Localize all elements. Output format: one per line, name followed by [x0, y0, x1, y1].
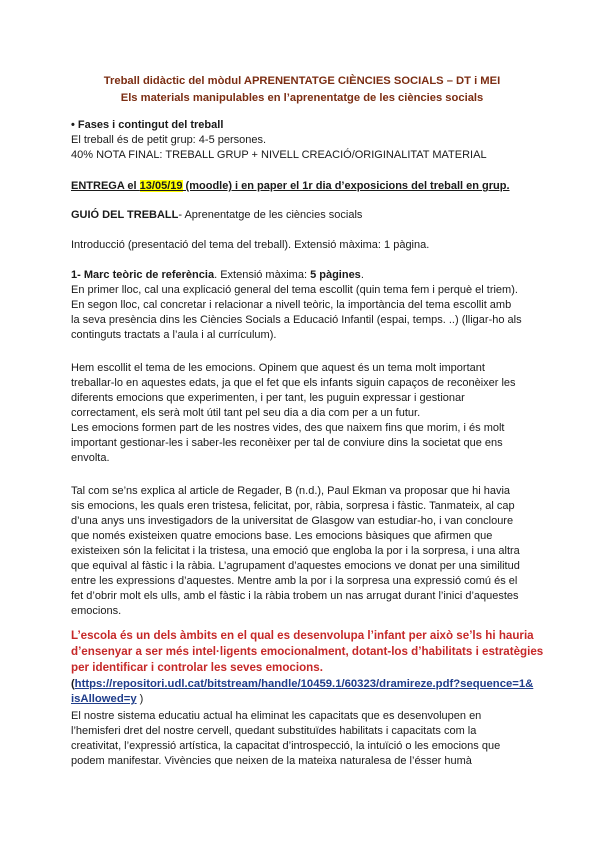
paragraph-line: Hem escollit el tema de les emocions. Opinem que aquest és un tema molt important: [71, 362, 485, 374]
marc-heading-end: .: [360, 269, 364, 281]
paragraph-line: emocions.: [71, 605, 122, 617]
intro-text: Introducció (presentació del tema del treball). Extensió màxima: 1 pàgina.: [71, 239, 430, 251]
paragraph-line: fet d’obrir molt els ulls, amb el fàstic i la ràbia trobem un nas arrugat durant l’inici d’aquestes: [71, 590, 519, 602]
marc-line: En segon lloc, cal concretar i relacionar a nivell teòric, la importància del tema escollit amb: [71, 299, 512, 311]
source-link[interactable]: https://repositori.udl.cat/bitstream/handle/10459.1/60323/dramireze.pdf?sequence=1&: [74, 678, 534, 690]
link-close-paren: ): [136, 693, 144, 705]
paragraph-line: l’hemisferi dret del nostre cervell, quedant substituïdes habilitats i capacitats com la: [71, 725, 477, 737]
paragraph-line: treballar-lo en aquestes edats, ja que el fet que els infants siguin capaços de reconèixer les: [71, 377, 516, 389]
marc-heading: [71, 268, 364, 282]
source-link-line-1: [71, 677, 533, 691]
highlight-statement-line: L’escola és un dels àmbits en el qual es desenvolupa l’infant per això se’ls hi hauria: [71, 629, 534, 642]
marc-heading-bold: 1- Marc teòric de referència: [71, 269, 215, 281]
paragraph-line: creativitat, l’expressió artística, la capacitat d’introspecció, la intuïció o les emocions que: [71, 740, 501, 752]
paragraph-line: sis emocions, les quals eren tristesa, felicitat, por, ràbia, sorpresa i fàstic. Tanmateix, al cap: [71, 500, 515, 512]
document-title-line-1: Treball didàctic del mòdul APRENENTATGE CIÈNCIES SOCIALS – DT i MEI: [103, 75, 501, 87]
delivery-prefix: ENTREGA el: [71, 180, 140, 192]
document-title-line-2: Els materials manipulables en l’aprenentatge de les ciències socials: [120, 92, 484, 104]
guide-heading: [71, 208, 362, 222]
source-link-line-2: [71, 692, 143, 706]
paragraph-line: envolta.: [71, 452, 110, 464]
fases-heading: • Fases i contingut del treball: [71, 119, 224, 131]
paragraph-line: Les emocions formen part de les nostres vides, des que naixem fins que morim, i és molt: [71, 422, 505, 434]
paragraph-line: existeixen són la felicitat i la tristesa, una emoció que engloba la por i la sorpresa, i una altra: [71, 545, 520, 557]
marc-heading-mid: . Extensió màxima:: [214, 269, 311, 281]
link-open-paren: (: [71, 678, 75, 690]
paragraph-line: entre les expressions d’aquestes. Mentre amb la por i la sorpresa una expressió comú és el: [71, 575, 518, 587]
marc-pages: 5 pàgines: [310, 269, 361, 281]
paragraph-line: que només existeixen quatre emocions base. Les emocions bàsiques que afirmen que: [71, 530, 493, 542]
group-size-text: El treball és de petit grup: 4-5 persones.: [71, 134, 267, 146]
paragraph-line: El nostre sistema educatiu actual ha eliminat les capacitats que es desenvolupen en: [71, 710, 482, 722]
paragraph-line: d’una anys uns investigadors de la universitat de Glasgow van estudiar-ho, i van concloure: [71, 515, 514, 527]
paragraph-line: Tal com se’ns explica al article de Regader, B (n.d.), Paul Ekman va proposar que hi havia: [71, 485, 511, 497]
paragraph-line: important gestionar-les i saber-les reconèixer per tal de conviure dins la societat que ens: [71, 437, 503, 449]
delivery-date: 13/05/19: [139, 180, 183, 192]
delivery-line: [71, 179, 510, 193]
source-link-continued[interactable]: isAllowed=y: [71, 693, 137, 705]
marc-line: la seva presència dins les Ciències Socials a Educació Infantil (espai, temps. ..) (lligar-ho als: [71, 314, 522, 326]
guide-heading-bold: GUIÓ DEL TREBALL: [71, 209, 179, 221]
paragraph-line: podem manifestar. Vivències que neixen de la mateixa naturalesa de l’ésser humà: [71, 755, 472, 767]
highlight-statement-line: d’ensenyar a ser més intel·ligents emocionalment, dotant-los d’habilitats i estratègies: [71, 645, 544, 658]
marc-line: continguts tractats a l’aula i al currículum).: [71, 329, 277, 341]
paragraph-line: diferents emocions que experimenten, i per tant, les puguin expressar i gestionar: [71, 392, 465, 404]
highlight-statement-line: per identificar i controlar les seves emocions.: [71, 661, 323, 674]
guide-heading-rest: - Aprenentatge de les ciències socials: [178, 209, 363, 221]
marc-line: En primer lloc, cal una explicació general del tema escollit (quin tema fem i perquè el triem).: [71, 284, 518, 296]
grade-text: 40% NOTA FINAL: TREBALL GRUP + NIVELL CREACIÓ/ORIGINALITAT MATERIAL: [71, 149, 487, 161]
paragraph-line: correctament, els serà molt útil tant pel seu dia a dia com per a un futur.: [71, 407, 421, 419]
delivery-suffix: (moodle) i en paper el 1r dia d’exposicions del treball en grup.: [182, 180, 510, 192]
paragraph-line: que equival al fàstic i la ràbia. L’agrupament d’aquestes emocions ve donat per una similitud: [71, 560, 520, 572]
